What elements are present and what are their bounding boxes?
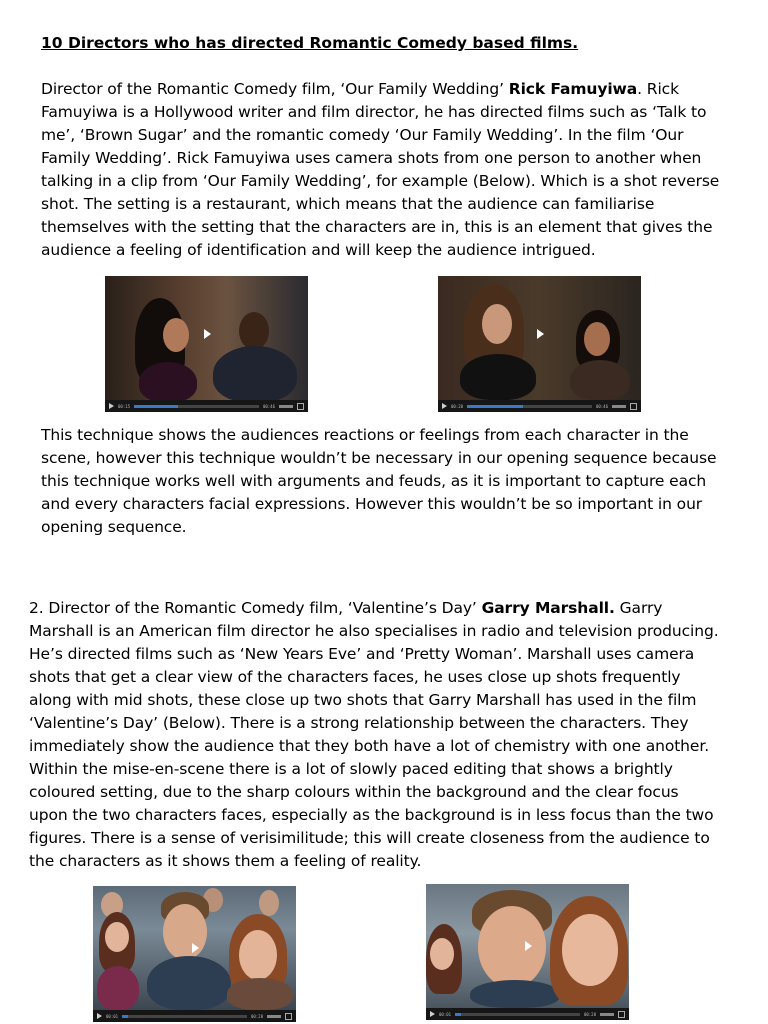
play-button-icon[interactable] xyxy=(430,1011,435,1017)
paragraph-rick-famuyiwa xyxy=(41,78,719,262)
man-body xyxy=(147,956,231,1010)
text-line: talking in a clip from ‘Our Family Wedding’, for example (Below). Which is a shot reverse xyxy=(41,172,720,190)
woman-face xyxy=(562,914,618,986)
play-button-icon[interactable] xyxy=(97,1013,102,1019)
text-line: along with mid shots, these close up two shots that Garry Marshall has used in the film xyxy=(29,691,697,709)
play-icon[interactable] xyxy=(525,941,532,951)
play-button-icon[interactable] xyxy=(109,403,114,409)
man-face xyxy=(163,904,207,960)
play-icon[interactable] xyxy=(192,943,199,953)
text-line: figures. There is a sense of verisimilitude; this will create closeness from the audience to xyxy=(29,829,710,847)
text-line: themselves with the setting that the characters are in, this is an element that gives the xyxy=(41,218,713,236)
text-line: He’s directed films such as ‘New Years Eve’ and ‘Pretty Woman’. Marshall uses camera xyxy=(29,645,695,663)
text-line: audience a feeling of identification and will keep the audience intrigued. xyxy=(41,241,596,259)
video-frame xyxy=(93,886,296,1010)
woman-face-2 xyxy=(584,322,610,356)
director-name: Garry Marshall. xyxy=(481,599,615,617)
play-button-icon[interactable] xyxy=(442,403,447,409)
text-line: immediately show the audience that they both have a lot of chemistry with one another. xyxy=(29,737,710,755)
video-controls xyxy=(426,1008,629,1020)
progress-bar[interactable] xyxy=(467,405,592,408)
text-line: Director of the Romantic Comedy film, ‘Our Family Wedding’ Rick Famuyiwa. Rick xyxy=(41,80,679,98)
man-face xyxy=(239,312,269,350)
woman-body xyxy=(460,354,536,400)
volume-slider[interactable] xyxy=(267,1015,281,1018)
play-icon[interactable] xyxy=(537,329,544,339)
text-line: 2. Director of the Romantic Comedy film, ‘Valentine’s Day’ Garry Marshall. Garry xyxy=(29,599,663,617)
director-name: Rick Famuyiwa xyxy=(508,80,638,98)
woman-face xyxy=(163,318,189,352)
progress-bar[interactable] xyxy=(455,1013,580,1016)
text-line: opening sequence. xyxy=(41,518,187,536)
time-readout: 00:15 xyxy=(118,403,131,409)
video-player-2[interactable] xyxy=(438,276,641,412)
text-line: shots that get a clear view of the characters faces, he uses close up shots frequently xyxy=(29,668,681,686)
progress-bar[interactable] xyxy=(122,1015,247,1018)
play-icon[interactable] xyxy=(204,329,211,339)
text-line: Family Wedding’. Rick Famuyiwa uses camera shots from one person to another when xyxy=(41,149,702,167)
paragraph-technique xyxy=(41,424,716,539)
text-line: ‘Valentine’s Day’ (Below). There is a strong relationship between the characters. They xyxy=(29,714,689,732)
video-controls xyxy=(93,1010,296,1022)
progress-fill xyxy=(134,405,178,408)
volume-slider[interactable] xyxy=(279,405,293,408)
woman-face xyxy=(239,930,277,980)
girl-body xyxy=(97,966,139,1010)
text-line: upon the two characters faces, especially as the background is in less focus than the two xyxy=(29,806,714,824)
man-face xyxy=(478,906,546,988)
video-frame xyxy=(105,276,308,400)
duration-readout: 00:28 xyxy=(250,1013,263,1019)
woman-body xyxy=(227,978,293,1010)
text-line: the characters as it shows them a feeling of reality. xyxy=(29,852,422,870)
time-readout: 00:01 xyxy=(106,1013,119,1019)
text-line: This technique shows the audiences reactions or feelings from each character in the xyxy=(41,426,689,444)
video-controls xyxy=(438,400,641,412)
duration-readout: 00:46 xyxy=(595,403,608,409)
text-line: Marshall is an American film director he also specialises in radio and television producing. xyxy=(29,622,719,640)
fullscreen-icon[interactable] xyxy=(285,1013,292,1020)
text-line: scene, however this technique wouldn’t be necessary in our opening sequence because xyxy=(41,449,717,467)
time-readout: 00:20 xyxy=(451,403,464,409)
girl-face xyxy=(430,938,454,970)
volume-slider[interactable] xyxy=(600,1013,614,1016)
progress-bar[interactable] xyxy=(134,405,259,408)
text-line: this technique works well with arguments and feuds, as it is important to capture each xyxy=(41,472,707,490)
background-passenger xyxy=(259,890,279,916)
duration-readout: 00:28 xyxy=(583,1011,596,1017)
woman-body xyxy=(139,362,197,402)
time-readout: 00:01 xyxy=(439,1011,452,1017)
duration-readout: 00:46 xyxy=(262,403,275,409)
man-body xyxy=(470,980,560,1008)
text-line: Famuyiwa is a Hollywood writer and film director, he has directed films such as ‘Talk to xyxy=(41,103,707,121)
woman-face xyxy=(482,304,512,344)
video-player-4[interactable] xyxy=(426,884,629,1020)
progress-fill xyxy=(455,1013,461,1016)
video-frame xyxy=(438,276,641,400)
progress-fill xyxy=(122,1015,128,1018)
text-line: Within the mise-en-scene there is a lot of slowly paced editing that shows a brightly xyxy=(29,760,673,778)
text-line: and every characters facial expressions. However this wouldn’t be so important in our xyxy=(41,495,703,513)
video-player-1[interactable] xyxy=(105,276,308,412)
document-heading: 10 Directors who has directed Romantic Comedy based films. xyxy=(41,34,579,52)
text-line: coloured setting, due to the sharp colours within the background and the clear focus xyxy=(29,783,679,801)
fullscreen-icon[interactable] xyxy=(630,403,637,410)
text-line: shot. The setting is a restaurant, which means that the audience can familiarise xyxy=(41,195,655,213)
video-frame xyxy=(426,884,629,1008)
video-controls xyxy=(105,400,308,412)
volume-slider[interactable] xyxy=(612,405,626,408)
man-body xyxy=(213,346,297,402)
progress-fill xyxy=(467,405,523,408)
girl-face xyxy=(105,922,129,952)
fullscreen-icon[interactable] xyxy=(297,403,304,410)
text-line: me’, ‘Brown Sugar’ and the romantic comedy ‘Our Family Wedding’. In the film ‘Our xyxy=(41,126,684,144)
video-player-3[interactable] xyxy=(93,886,296,1022)
woman-body-2 xyxy=(570,360,630,400)
fullscreen-icon[interactable] xyxy=(618,1011,625,1018)
paragraph-garry-marshall xyxy=(29,597,719,873)
